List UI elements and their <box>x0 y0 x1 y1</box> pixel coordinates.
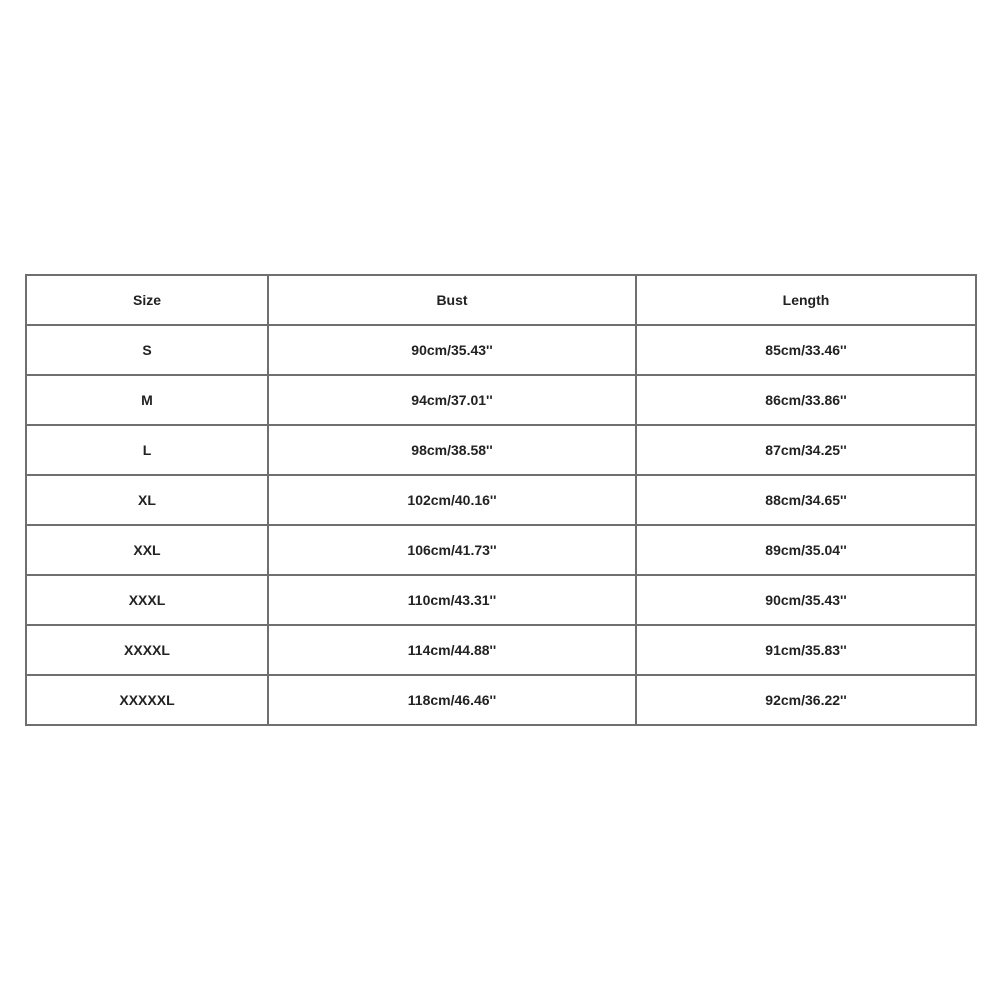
cell-length: 90cm/35.43'' <box>636 575 976 625</box>
cell-size: XL <box>26 475 268 525</box>
table-body <box>26 325 976 725</box>
cell-size: L <box>26 425 268 475</box>
header-size: Size <box>26 275 268 325</box>
cell-size: S <box>26 325 268 375</box>
cell-bust: 118cm/46.46'' <box>268 675 636 725</box>
cell-length: 87cm/34.25'' <box>636 425 976 475</box>
cell-bust: 106cm/41.73'' <box>268 525 636 575</box>
cell-length: 92cm/36.22'' <box>636 675 976 725</box>
cell-bust: 110cm/43.31'' <box>268 575 636 625</box>
cell-length: 89cm/35.04'' <box>636 525 976 575</box>
header-row <box>26 275 976 325</box>
cell-size: M <box>26 375 268 425</box>
cell-size: XXXXXL <box>26 675 268 725</box>
header-length: Length <box>636 275 976 325</box>
cell-length: 88cm/34.65'' <box>636 475 976 525</box>
table-row <box>26 325 976 375</box>
cell-size: XXXL <box>26 575 268 625</box>
table-row <box>26 425 976 475</box>
table-row <box>26 675 976 725</box>
cell-size: XXXXL <box>26 625 268 675</box>
header-bust: Bust <box>268 275 636 325</box>
cell-bust: 114cm/44.88'' <box>268 625 636 675</box>
cell-size: XXL <box>26 525 268 575</box>
table-row <box>26 525 976 575</box>
cell-length: 85cm/33.46'' <box>636 325 976 375</box>
size-chart-table <box>25 274 977 726</box>
table-row <box>26 625 976 675</box>
cell-bust: 98cm/38.58'' <box>268 425 636 475</box>
cell-bust: 90cm/35.43'' <box>268 325 636 375</box>
table-row <box>26 475 976 525</box>
cell-length: 91cm/35.83'' <box>636 625 976 675</box>
cell-length: 86cm/33.86'' <box>636 375 976 425</box>
table-row <box>26 375 976 425</box>
cell-bust: 94cm/37.01'' <box>268 375 636 425</box>
cell-bust: 102cm/40.16'' <box>268 475 636 525</box>
table-header <box>26 275 976 325</box>
table-row <box>26 575 976 625</box>
